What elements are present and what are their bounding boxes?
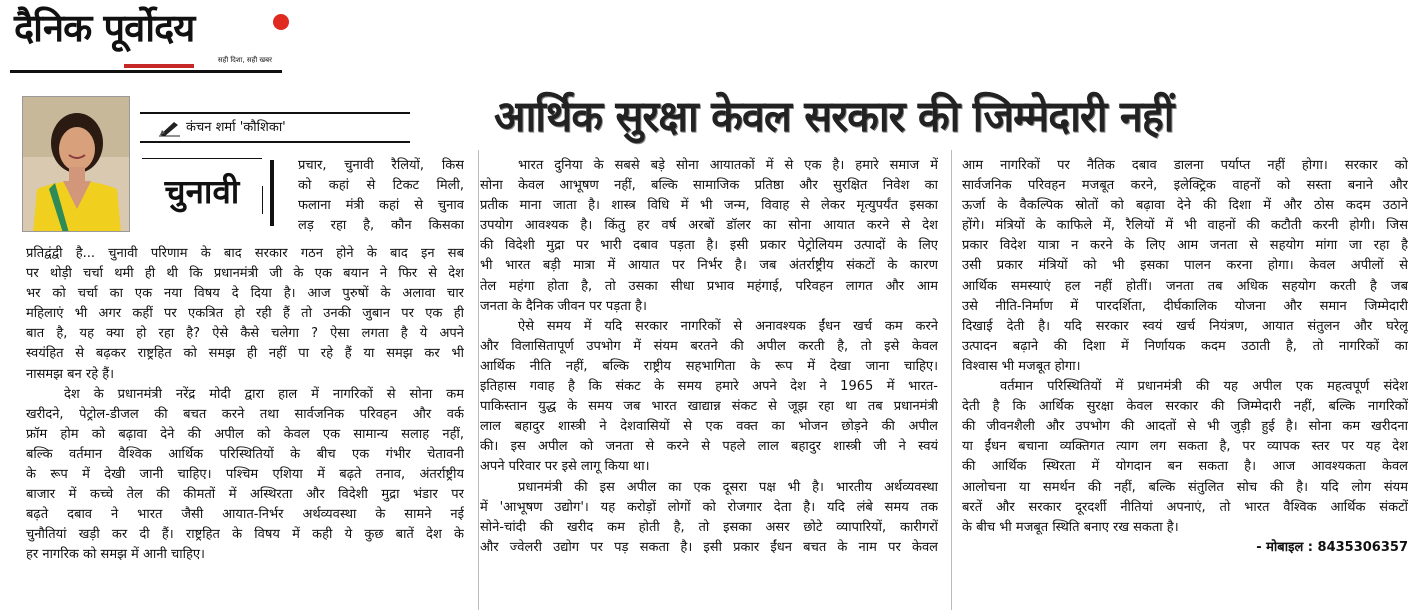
logo-dot-icon [273, 14, 289, 30]
text-line: पर थोड़ी चर्चा थमी ही थी कि प्रधानमंत्री जी के एक बयान ने फिर से देश [26, 266, 464, 282]
text-line: बरतें और सरकार दूरदर्शी नीतियां अपनाएं, तो भारत वैश्विक आर्थिक संकटों [962, 499, 1408, 515]
text-line: ऊर्जा के वैकल्पिक स्रोतों को बढ़ावा देने की दिशा में और ठोस कदम उठाने [962, 198, 1408, 214]
text-line: फलाना मंत्री कहां से चुनाव [298, 198, 464, 214]
text-line: के बीच भी मजबूत स्थिति बनाए रख सकता है। [962, 519, 1179, 535]
text-line: महिलाएं भी अगर कहीं पर एकत्रित हो रही हैं तो उनकी जुबान पर एक ही [26, 306, 464, 322]
text-line: सोना केवल आभूषण नहीं, बल्कि सामाजिक प्रतिष्ठा और सुरक्षित निवेश का [480, 178, 938, 194]
text-line: और विलासितापूर्ण उपभोग में संयम बरतने की अपील करती है, तो इसे केवल [480, 338, 938, 354]
text-line: बढ़ते दबाव ने भारत जैसी आयात-निर्भर अर्थव्यवस्था के सामने नई [26, 507, 464, 523]
text-line: प्रचार, चुनावी रैलियों, किस [298, 158, 464, 173]
column-2 [480, 156, 938, 558]
text-line: या ईंधन बचाना व्यक्तिगत त्याग लग सकता है, पर व्यापक स्तर पर यह देश [962, 439, 1408, 455]
text-line: बाजार में कच्चे तेल की कीमतों में अस्थिरता और विदेशी मुद्रा भंडार पर [26, 487, 464, 503]
text-line: भर को चर्चा का एक नया विषय दे दिया है। आज पुरुषों के अलावा चार [26, 286, 464, 302]
column-1-intro [298, 156, 464, 236]
kicker-divider [270, 160, 274, 226]
text-line: आलोचना या समर्थन की नहीं, बल्कि संतुलित सोच की है। यदि लोग संयम [962, 479, 1408, 495]
text-line: नासमझ बन रहे हैं। [26, 366, 115, 382]
text-line: भी भारत बड़ी मात्रा में आयात पर निर्भर है। जब अंतर्राष्ट्रीय संकटों के कारण [480, 258, 938, 274]
byline-rule-top [140, 112, 410, 114]
text-line: लाल बहादुर शास्त्री ने देशवासियों से एक वक्त का भोजन छोड़ने की अपील [480, 419, 938, 435]
text-line: उत्पादन बढ़ाने की दिशा में निर्णायक कदम उठाती है, तो नागरिकों का [962, 338, 1408, 354]
text-line: पाकिस्तान युद्ध के समय जब भारत खाद्यान्न संकट से जूझ रहा था तब प्रधानमंत्री [480, 399, 938, 415]
column-3 [962, 156, 1408, 558]
article-headline: आर्थिक सुरक्षा केवल सरकार की जिम्मेदारी नहीं [494, 92, 1174, 142]
text-line: वर्तमान परिस्थितियों में प्रधानमंत्री की यह अपील एक महत्वपूर्ण संदेश [1000, 379, 1408, 395]
text-line: प्रतिद्वंद्वी है... चुनावी परिणाम के बाद सरकार गठन होने के बाद इन सब [26, 246, 464, 261]
text-line: की। इस अपील को जनता से करने से पहले लाल बहादुर शास्त्री जी ने स्वयं [480, 439, 938, 455]
text-line: इतिहास गवाह है कि संकट के समय हमारे अपने देश ने 1965 में भारत- [480, 379, 938, 395]
text-line: देती है कि आर्थिक सुरक्षा केवल सरकार की जिम्मेदारी नहीं, बल्कि नागरिकों [962, 399, 1408, 415]
text-line: दिखाई देती है। यदि सरकार स्वयं खर्च नियंत्रण, आयात संतुलन और घरेलू [962, 318, 1408, 334]
text-line: बल्कि वर्तमान वैश्विक आर्थिक परिस्थितियों के बीच एक गंभीर चेतावनी [26, 446, 464, 462]
text-line: की विदेशी मुद्रा पर भारी दबाव पड़ता है। इसी प्रकार पेट्रोलियम उत्पादों के लिए [480, 238, 938, 254]
newspaper-tagline: सही दिशा, सही खबर [217, 56, 272, 64]
text-line: के रूप में देखी जानी चाहिए। पश्चिम एशिया में बढ़ते तनाव, अंतर्राष्ट्रीय [26, 467, 464, 483]
text-line: लड़ रहा है, कौन किसका [298, 218, 464, 234]
text-line: अपने परिवार पर इसे लागू किया था। [480, 459, 650, 475]
text-line: खरीदने, पेट्रोल-डीजल की बचत करने तथा सार्वजनिक परिवहन और वर्क [26, 406, 464, 422]
column-divider [951, 150, 952, 610]
column-1-body [26, 244, 464, 566]
masthead-accent-bar [124, 64, 194, 68]
text-line: जनता के दैनिक जीवन पर पड़ता है। [480, 298, 647, 314]
text-line: उसे नीति-निर्माण में पारदर्शिता, दीर्घकालिक योजना और समान जिम्मेदारी [962, 298, 1408, 314]
text-line: को कहां से टिकट मिली, [298, 178, 464, 194]
text-line: प्रतीक माना जाता है। शास्त्र विधि में भी जन्म, विवाह से लेकर मृत्युपर्यंत इसका [480, 198, 938, 214]
text-line: तेल महंगा होता है, तो उसका सीधा प्रभाव महंगाई, परिवहन लागत और आम [480, 278, 938, 294]
text-line: सोने-चांदी की खरीद कम होती है, तो इसका असर छोटे व्यापारियों, कारीगरों [480, 519, 938, 535]
text-line: चुनौतियां खड़ी कर दी हैं। राष्ट्रहित के विषय में कही ये कुछ बातें देश के [26, 527, 464, 543]
kicker-frame [142, 158, 262, 159]
text-line: सार्वजनिक परिवहन मजबूत करने, इलेक्ट्रिक वाहनों को सस्ता बनाने और [962, 178, 1408, 194]
text-line: फ्रॉम होम को बढ़ावा देने की अपील को केवल एक सामान्य सलाह नहीं, [26, 426, 464, 442]
text-line: विश्वास भी मजबूत होगा। [962, 358, 1081, 374]
text-line: प्रकार विदेश यात्रा न करने के लिए आम जनता से सहयोग मांगा जा रहा है [962, 238, 1408, 254]
text-line: होंगे। मंत्रियों के काफिले में, रैलियों में भी वाहनों की कटौती करनी होगी। जिस [962, 218, 1408, 234]
column-kicker: चुनावी [164, 172, 240, 211]
newspaper-title: दैनिक पूर्वोदय [14, 5, 195, 50]
text-line: देश के प्रधानमंत्री नरेंद्र मोदी द्वारा हाल में नागरिकों से सोना कम [64, 386, 464, 402]
pen-icon [158, 119, 182, 137]
text-line: उसी प्रकार मंत्रियों को भी इसका पालन करना होगा। केवल अपीलों से [962, 258, 1408, 274]
text-line: आर्थिक नीति नहीं, बल्कि राष्ट्रीय सहभागिता के रूप में देखा जाना चाहिए। [480, 358, 938, 374]
byline-rule-bottom [140, 141, 410, 143]
masthead-rule [10, 70, 282, 73]
text-line: स्वयंहित से बढ़कर राष्ट्रहित को समझ ही नहीं पा रहे हैं या समझ कर भी [26, 346, 464, 362]
text-line: की जीवनशैली और उपभोग की आदतों से भी जुड़ी हुई है। सोना कम खरीदना [962, 419, 1408, 435]
text-line: उपयोग आवश्यक है। किंतु हर वर्ष अरबों डॉलर का सोना आयात करने से देश [480, 218, 938, 234]
text-line: भारत दुनिया के सबसे बड़े सोना आयातकों में से एक है। हमारे समाज में [518, 158, 938, 173]
text-line: में 'आभूषण उद्योग'। यह करोड़ों लोगों को रोजगार देता है। यदि लंबे समय तक [480, 499, 938, 515]
author-byline: कंचन शर्मा 'कौशिका' [186, 120, 286, 135]
text-line: की आर्थिक स्थिरता में योगदान बन सकता है। आज आवश्यकता केवल [962, 459, 1408, 475]
column-divider [478, 150, 479, 610]
kicker-accent-line [262, 186, 263, 214]
text-line: और ज्वेलरी उद्योग पर पड़ सकता है। इसी प्रकार ईंधन बचत के नाम पर केवल [480, 539, 938, 555]
text-line: प्रधानमंत्री की इस अपील का एक दूसरा पक्ष भी है। भारतीय अर्थव्यवस्था [518, 479, 938, 495]
masthead [14, 4, 286, 74]
author-contact: - मोबाइल : 8435306357 [1256, 539, 1408, 555]
text-line: बात है, यह क्या हो रहा है? ऐसे कैसे चलेगा ? ऐसा लगता है ये अपने [26, 326, 464, 342]
author-photo [22, 96, 130, 232]
text-line: ऐसे समय में यदि सरकार नागरिकों से अनावश्यक ईंधन खर्च कम करने [518, 318, 938, 334]
text-line: आर्थिक समस्याएं हल नहीं होतीं। जनता तब अधिक सहयोग करती है जब [962, 278, 1408, 294]
text-line: हर नागरिक को समझ में आनी चाहिए। [26, 547, 205, 563]
text-line: आम नागरिकों पर नैतिक दबाव डालना पर्याप्त नहीं होगा। सरकार को [962, 158, 1408, 173]
